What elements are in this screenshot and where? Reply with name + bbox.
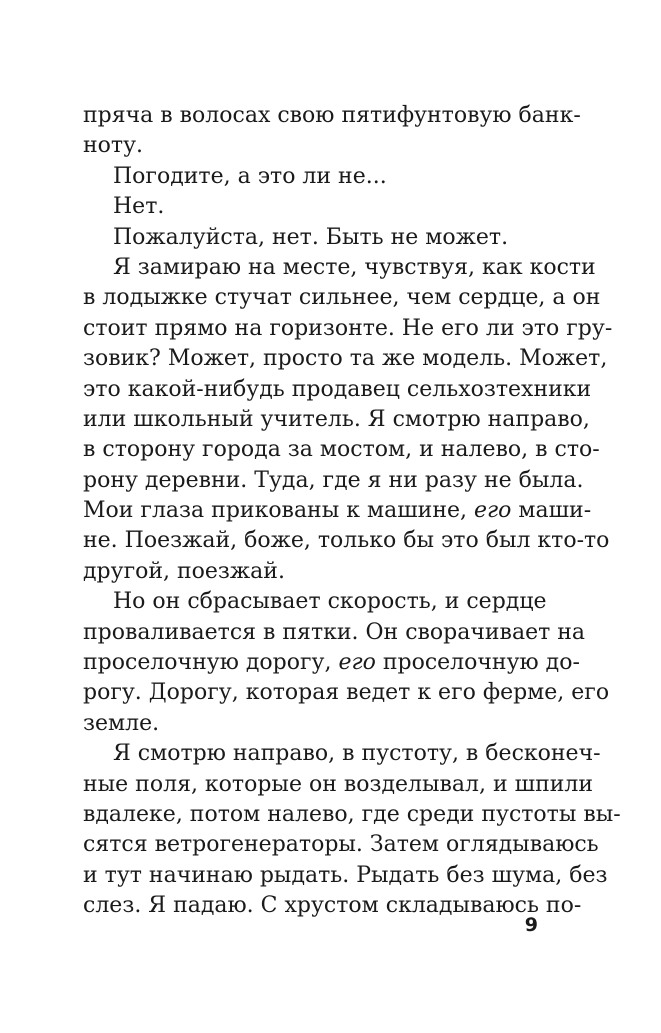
text-span: проселочную до- (375, 650, 580, 676)
text-line: и тут начинаю рыдать. Рыдать без шума, без (83, 862, 608, 888)
text-line: земле. (83, 710, 160, 736)
text-line: сятся ветрогенераторы. Затем оглядываюсь (83, 832, 599, 858)
text-line: Пожалуйста, нет. Быть не может. (113, 224, 509, 250)
text-span: маши- (511, 498, 592, 524)
text-line: рогу. Дорогу, которая ведет к его ферме, его (83, 680, 610, 706)
text-line: не. Поезжай, боже, только бы это был кто-то (83, 528, 610, 554)
text-line: другой, поезжай. (83, 558, 285, 584)
text-span: проселочную дорогу, (83, 650, 339, 676)
italic-emphasis: его (338, 650, 376, 676)
text-line: Я замираю на месте, чувствуя, как кости (113, 254, 596, 280)
text-line: пряча в волосах свою пятифунтовую банк- (83, 103, 581, 128)
page-number: 9 (524, 914, 538, 936)
text-line: или школьный учитель. Я смотрю направо, (83, 406, 590, 432)
text-line: вдалеке, потом налево, где среди пустоты вы- (83, 801, 621, 827)
text-line: проваливается в пятки. Он сворачивает на (83, 619, 586, 645)
text-line: Погодите, а это ли не... (113, 163, 387, 189)
text-line: в лодыжке стучат сильнее, чем сердце, а он (83, 285, 601, 311)
text-line (83, 648, 580, 678)
text-line: рону деревни. Туда, где я ни разу не была. (83, 467, 584, 493)
text-line: ные поля, которые он возделывал, и шпили (83, 771, 594, 797)
text-line: Нет. (113, 194, 165, 220)
text-line: Я смотрю направо, в пустоту, в бесконеч- (113, 741, 601, 767)
text-line (83, 496, 592, 526)
text-line: зовик? Может, просто та же модель. Может, (83, 346, 608, 372)
text-line: слез. Я падаю. С хрустом складываюсь по- (83, 893, 582, 919)
text-line: в сторону города за мостом, и налево, в сто- (83, 437, 600, 463)
text-line: ноту. (83, 133, 144, 159)
text-span: Мои глаза прикованы к машине, (83, 498, 474, 524)
text-line: стоит прямо на горизонте. Не его ли это гру- (83, 315, 613, 341)
body-text (83, 101, 621, 922)
text-line: Но он сбрасывает скорость, и сердце (113, 589, 547, 615)
text-line: это какой-нибудь продавец сельхозтехники (83, 376, 592, 402)
italic-emphasis: его (473, 498, 512, 524)
